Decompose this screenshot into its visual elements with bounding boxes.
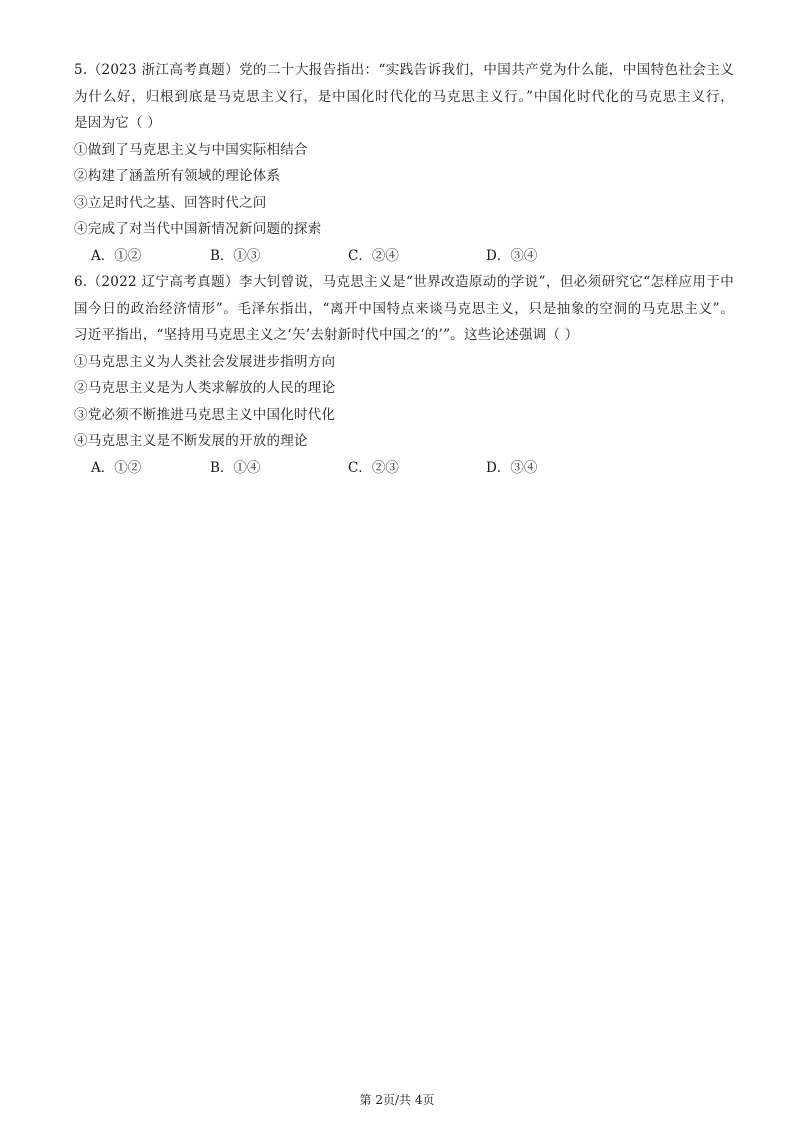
statement-1: ①马克思主义为人类社会发展进步指明方向 [74, 353, 336, 370]
question-stem-line: 5.（2023 浙江高考真题）党的二十大报告指出：“实践告诉我们，中国共产党为什么能，中国特色社会主义 [74, 62, 734, 78]
option-c: C．②④ [348, 247, 399, 264]
answer-options [74, 244, 734, 269]
question-6 [74, 270, 734, 480]
option-a: A．①② [91, 247, 142, 264]
option-a: A．①② [91, 459, 142, 476]
answer-options [74, 456, 734, 481]
option-d: D．③④ [486, 459, 538, 476]
statement-1: ①做到了马克思主义与中国实际相结合 [74, 141, 308, 158]
page-content [74, 58, 734, 482]
option-b: B．①③ [210, 247, 261, 264]
statement-2: ②构建了涵盖所有领域的理论体系 [74, 168, 281, 184]
question-stem-line: 6.（2022 辽宁高考真题）李大钊曾说，马克思主义是“世界改造原动的学说”，但必须研究它“怎样应用于中 [74, 274, 734, 290]
page-number-footer: 第 2页/共 4页 [359, 1093, 435, 1107]
option-c: C．②③ [348, 459, 399, 476]
statement-3: ③党必须不断推进马克思主义中国化时代化 [74, 406, 336, 423]
option-d: D．③④ [486, 247, 538, 264]
statement-3: ③立足时代之基、回答时代之问 [74, 194, 267, 211]
question-stem-line: 国今日的政治经济情形”。毛泽东指出，“离开中国特点来谈马克思主义，只是抽象的空洞的马克思主义”。 [74, 300, 734, 317]
statement-4: ④马克思主义是不断发展的开放的理论 [74, 433, 308, 449]
question-5 [74, 58, 734, 268]
question-stem-line: 习近平指出，“坚持用马克思主义之‘矢’去射新时代中国之‘的’”。这些论述强调（ ） [74, 327, 579, 343]
question-stem-line: 是因为它（ ） [74, 115, 162, 131]
statement-2: ②马克思主义是为人类求解放的人民的理论 [74, 380, 336, 396]
option-b: B．①④ [210, 459, 261, 476]
question-stem-line: 为什么好，归根到底是马克思主义行，是中国化时代化的马克思主义行。”中国化时代化的马克思主义行， [74, 88, 734, 105]
statement-4: ④完成了对当代中国新情况新问题的探索 [74, 221, 322, 237]
